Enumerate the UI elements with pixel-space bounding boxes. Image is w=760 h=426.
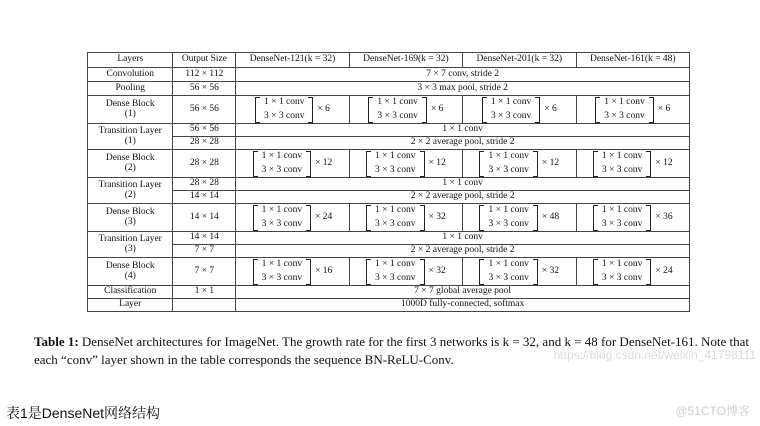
right-bracket <box>533 151 538 177</box>
right-bracket <box>646 151 651 177</box>
output-size: 112 × 112 <box>173 68 236 82</box>
repeat-count: × 6 <box>544 103 557 114</box>
layer-name: Pooling <box>88 82 173 96</box>
layer-name-line1: Transition Layer <box>98 180 162 190</box>
conv-line: 3 × 3 conv <box>261 164 303 175</box>
layer-desc: 1 × 1 conv <box>236 178 690 191</box>
dense-block-cell <box>463 150 576 178</box>
conv-line: 1 × 1 conv <box>601 151 643 161</box>
conv-line: 3 × 3 conv <box>601 272 643 283</box>
output-size <box>173 299 236 312</box>
layer-desc: 1 × 1 conv <box>236 124 690 137</box>
repeat-count: × 12 <box>655 157 673 168</box>
layer-name <box>88 178 173 204</box>
layer-name-line2: (2) <box>124 189 136 200</box>
repeat-count: × 12 <box>541 157 560 168</box>
layer-name <box>88 232 173 258</box>
layer-desc: 7 × 7 conv, stride 2 <box>236 68 690 82</box>
table-row <box>88 286 690 299</box>
page-title: 表1是DenseNet网络结构 <box>6 405 161 421</box>
left-bracket <box>482 97 487 123</box>
conv-line: 3 × 3 conv <box>264 110 305 121</box>
layer-name-line1: Dense Block <box>105 99 155 109</box>
table-row <box>88 137 690 150</box>
conv-line: 3 × 3 conv <box>488 272 529 283</box>
table-row <box>88 68 690 82</box>
output-size: 14 × 14 <box>173 191 236 204</box>
layer-name <box>88 124 173 150</box>
table-row <box>88 204 690 232</box>
layer-name-line2: (3) <box>124 243 136 254</box>
layer-name <box>88 96 173 124</box>
left-bracket <box>479 151 484 177</box>
table-row <box>88 150 690 178</box>
right-bracket <box>649 97 654 123</box>
dense-block-cell <box>349 204 462 232</box>
output-size: 14 × 14 <box>173 232 236 245</box>
dense-block-cell <box>576 150 689 178</box>
conv-line: 3 × 3 conv <box>375 272 416 283</box>
dense-block-cell <box>463 258 576 286</box>
layer-name: Layer <box>88 299 173 312</box>
conv-line: 1 × 1 conv <box>490 97 532 107</box>
conv-line: 3 × 3 conv <box>375 164 416 175</box>
dense-block-cell <box>576 258 689 286</box>
repeat-count: × 6 <box>430 103 444 114</box>
right-bracket <box>535 97 540 123</box>
left-bracket <box>253 205 258 231</box>
right-bracket <box>533 259 538 285</box>
caption-label: Table 1: <box>34 334 79 349</box>
layer-name: Classification <box>88 286 173 299</box>
layer-desc: 3 × 3 max pool, stride 2 <box>236 82 690 96</box>
source-watermark: @51CTO博客 <box>675 404 750 418</box>
table-row <box>88 191 690 204</box>
left-bracket <box>593 259 598 285</box>
table-row <box>88 124 690 137</box>
layer-name-line1: Transition Layer <box>98 126 162 136</box>
repeat-count: × 48 <box>541 211 560 222</box>
conv-line: 3 × 3 conv <box>375 218 416 229</box>
dense-block-cell <box>236 258 349 286</box>
repeat-count: × 6 <box>657 103 671 114</box>
header-densenet-169: DenseNet-169(k = 32) <box>349 53 462 68</box>
layer-desc: 7 × 7 global average pool <box>236 286 690 299</box>
dense-block-cell <box>236 96 349 124</box>
layer-desc: 2 × 2 average pool, stride 2 <box>236 245 690 258</box>
dense-block-cell <box>349 96 462 124</box>
conv-line: 1 × 1 conv <box>488 205 529 215</box>
repeat-count: × 6 <box>317 103 330 114</box>
left-bracket <box>255 97 260 123</box>
conv-line: 1 × 1 conv <box>375 151 416 161</box>
conv-line: 1 × 1 conv <box>261 151 303 161</box>
right-bracket <box>422 97 427 123</box>
right-bracket <box>420 205 425 231</box>
layer-name-line2: (1) <box>124 108 136 119</box>
conv-line: 3 × 3 conv <box>488 164 529 175</box>
conv-line: 1 × 1 conv <box>261 205 303 215</box>
table-row <box>88 178 690 191</box>
layer-name-line2: (4) <box>124 270 136 281</box>
conv-line: 1 × 1 conv <box>375 205 416 215</box>
table-row <box>88 96 690 124</box>
output-size: 56 × 56 <box>173 82 236 96</box>
layer-name <box>88 204 173 232</box>
left-bracket <box>366 205 371 231</box>
right-bracket <box>306 205 311 231</box>
layer-name: Convolution <box>88 68 173 82</box>
header-output-size: Output Size <box>173 53 236 68</box>
repeat-count: × 32 <box>428 265 446 276</box>
output-size: 28 × 28 <box>173 178 236 191</box>
table-row <box>88 299 690 312</box>
layer-desc: 1000D fully-connected, softmax <box>236 299 690 312</box>
repeat-count: × 24 <box>655 265 673 276</box>
dense-block-cell <box>463 204 576 232</box>
output-size: 56 × 56 <box>173 124 236 137</box>
header-densenet-121: DenseNet-121(k = 32) <box>236 53 349 68</box>
conv-line: 3 × 3 conv <box>601 164 643 175</box>
left-bracket <box>479 205 484 231</box>
right-bracket <box>308 97 313 123</box>
repeat-count: × 12 <box>428 157 446 168</box>
left-bracket <box>366 151 371 177</box>
header-densenet-201: DenseNet-201(k = 32) <box>463 53 576 68</box>
layer-name-line2: (1) <box>124 135 136 146</box>
output-size: 28 × 28 <box>173 150 236 178</box>
layer-desc: 2 × 2 average pool, stride 2 <box>236 137 690 150</box>
header-densenet-161: DenseNet-161(k = 48) <box>576 53 689 68</box>
left-bracket <box>253 151 258 177</box>
left-bracket <box>253 259 258 285</box>
repeat-count: × 32 <box>428 211 446 222</box>
conv-line: 1 × 1 conv <box>261 259 303 269</box>
layer-name-line1: Transition Layer <box>98 234 162 244</box>
conv-line: 1 × 1 conv <box>601 205 643 215</box>
right-bracket <box>306 151 311 177</box>
conv-line: 3 × 3 conv <box>377 110 418 121</box>
dense-block-cell <box>349 150 462 178</box>
right-bracket <box>306 259 311 285</box>
conv-line: 3 × 3 conv <box>261 272 303 283</box>
conv-line: 1 × 1 conv <box>377 97 418 107</box>
right-bracket <box>420 151 425 177</box>
dense-block-cell <box>576 204 689 232</box>
table-row <box>88 232 690 245</box>
right-bracket <box>646 259 651 285</box>
left-bracket <box>593 205 598 231</box>
dense-block-cell <box>349 258 462 286</box>
conv-line: 3 × 3 conv <box>604 110 645 121</box>
left-bracket <box>595 97 600 123</box>
output-size: 7 × 7 <box>173 258 236 286</box>
conv-line: 1 × 1 conv <box>601 259 643 269</box>
left-bracket <box>593 151 598 177</box>
output-size: 56 × 56 <box>173 96 236 124</box>
layer-name-line1: Dense Block <box>105 261 155 271</box>
left-bracket <box>479 259 484 285</box>
table-row <box>88 245 690 258</box>
caption-text: DenseNet architectures for ImageNet. The growth rate for the first 3 networks is k = 32, and k = 48 for DenseNet-161. Note that each “conv” layer shown in the table corresponds the sequence BN-ReLU-Conv. <box>34 334 750 367</box>
layer-desc: 2 × 2 average pool, stride 2 <box>236 191 690 204</box>
densenet-architecture-table <box>87 52 690 312</box>
table-row <box>88 82 690 96</box>
left-bracket <box>366 259 371 285</box>
header-layers: Layers <box>88 53 173 68</box>
conv-line: 1 × 1 conv <box>375 259 416 269</box>
conv-line: 1 × 1 conv <box>488 151 529 161</box>
right-bracket <box>420 259 425 285</box>
table-header-row <box>88 53 690 68</box>
layer-name-line2: (3) <box>124 216 136 227</box>
left-bracket <box>368 97 373 123</box>
output-size: 7 × 7 <box>173 245 236 258</box>
table-row <box>88 258 690 286</box>
dense-block-cell <box>463 96 576 124</box>
right-bracket <box>646 205 651 231</box>
dense-block-cell <box>236 150 349 178</box>
layer-name-line1: Dense Block <box>105 207 155 217</box>
layer-name-line1: Dense Block <box>105 153 155 163</box>
right-bracket <box>533 205 538 231</box>
conv-line: 1 × 1 conv <box>604 97 645 107</box>
repeat-count: × 24 <box>315 211 333 222</box>
dense-block-cell <box>236 204 349 232</box>
conv-line: 3 × 3 conv <box>488 218 529 229</box>
output-size: 28 × 28 <box>173 137 236 150</box>
conv-line: 1 × 1 conv <box>264 97 305 107</box>
layer-name-line2: (2) <box>124 162 136 173</box>
layer-desc: 1 × 1 conv <box>236 232 690 245</box>
repeat-count: × 36 <box>655 211 673 222</box>
conv-line: 1 × 1 conv <box>488 259 529 269</box>
repeat-count: × 32 <box>541 265 560 276</box>
conv-line: 3 × 3 conv <box>601 218 643 229</box>
conv-line: 3 × 3 conv <box>261 218 303 229</box>
watermark: https://blog.csdn.net/weixin_41798111 <box>553 348 756 362</box>
conv-line: 3 × 3 conv <box>490 110 532 121</box>
repeat-count: × 16 <box>315 265 333 276</box>
dense-block-cell <box>576 96 689 124</box>
output-size: 14 × 14 <box>173 204 236 232</box>
output-size: 1 × 1 <box>173 286 236 299</box>
layer-name <box>88 258 173 286</box>
layer-name <box>88 150 173 178</box>
repeat-count: × 12 <box>315 157 333 168</box>
